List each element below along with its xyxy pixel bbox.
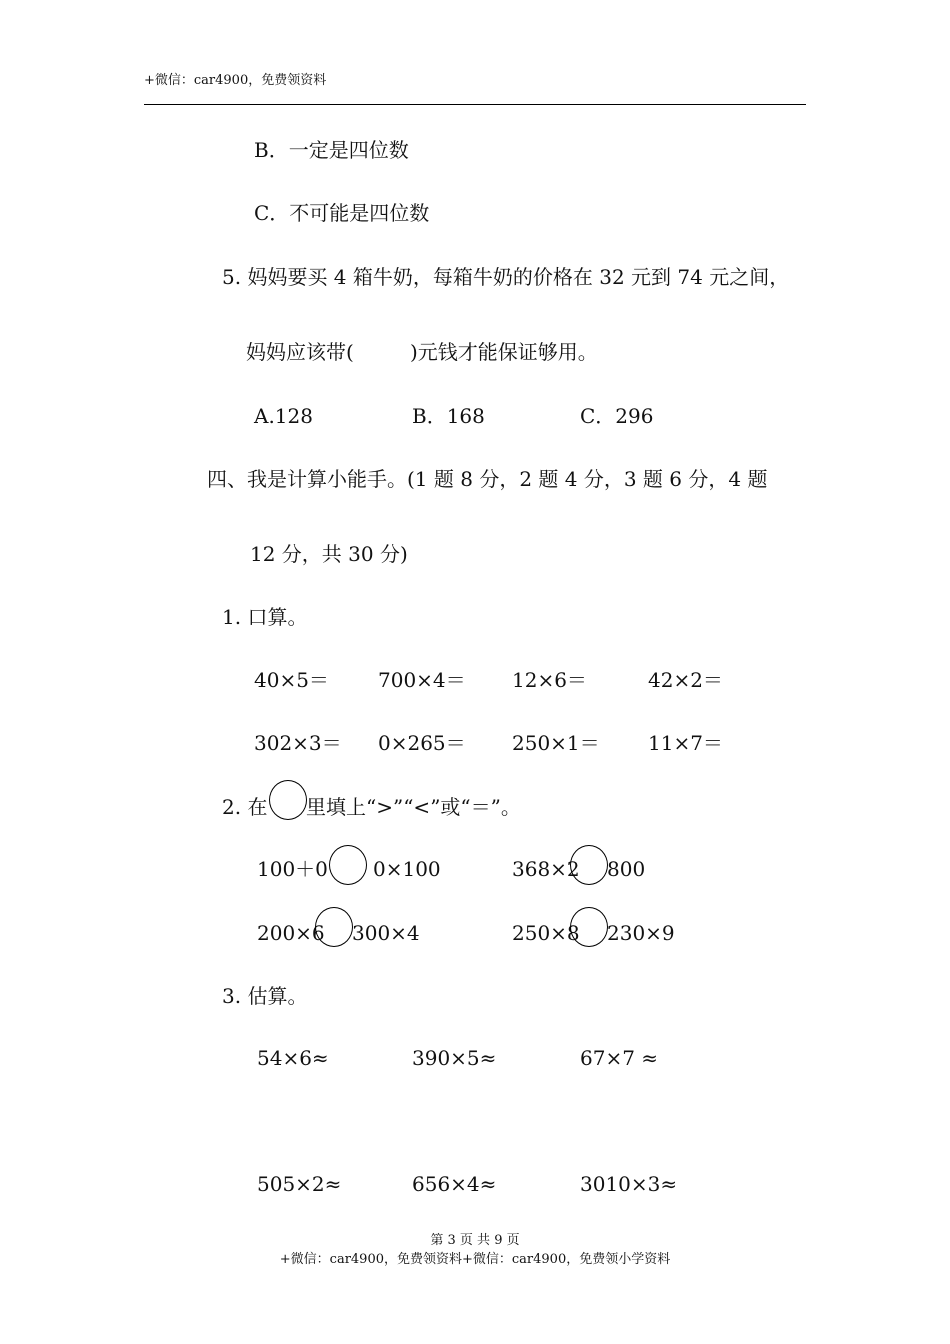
p2-title-pre: 2. 在 — [222, 795, 268, 819]
p1-r1-c1: 40×5＝ — [254, 668, 329, 692]
p1-r2-c3: 250×1＝ — [512, 731, 600, 755]
p1-r2-c1: 302×3＝ — [254, 731, 342, 755]
q4-option-b: B．一定是四位数 — [254, 138, 409, 162]
q5-line1: 5. 妈妈要买 4 箱牛奶，每箱牛奶的价格在 32 元到 74 元之间， — [222, 265, 790, 289]
p2-title-post: 里填上“>”“<”或“＝”。 — [306, 795, 521, 819]
p1-r1-c2: 700×4＝ — [378, 668, 466, 692]
p3-r1-c2: 390×5≈ — [412, 1046, 497, 1070]
q5-option-c: C．296 — [580, 404, 654, 428]
q5-option-b: B．168 — [412, 404, 485, 428]
q4-option-c: C．不可能是四位数 — [254, 201, 430, 225]
answer-circle[interactable] — [570, 907, 608, 947]
answer-circle[interactable] — [269, 780, 307, 820]
p2-r2-left: 200×6 — [257, 921, 325, 945]
p3-r1-c1: 54×6≈ — [257, 1046, 329, 1070]
section4-heading-line2: 12 分，共 30 分) — [250, 542, 408, 566]
p1-r2-c2: 0×265＝ — [378, 731, 466, 755]
q5-line2-post: )元钱才能保证够用。 — [410, 340, 598, 364]
q5-line2-pre: 妈妈应该带( — [246, 340, 354, 364]
p3-r2-c2: 656×4≈ — [412, 1172, 497, 1196]
section4-heading-line1: 四、我是计算小能手。(1 题 8 分，2 题 4 分，3 题 6 分，4 题 — [207, 467, 768, 491]
p1-r1-c4: 42×2＝ — [648, 668, 723, 692]
answer-circle[interactable] — [329, 845, 367, 885]
page-number: 第 3 页 共 9 页 — [430, 1233, 520, 1248]
p2-r1b-right: 800 — [607, 857, 646, 881]
p2-r2b-right: 230×9 — [607, 921, 675, 945]
footer-watermark: +微信：car4900，免费领资料+微信：car4900，免费领小学资料 — [279, 1252, 671, 1267]
p2-r2-right: 300×4 — [352, 921, 420, 945]
p1-title: 1. 口算。 — [222, 605, 308, 629]
p3-r2-c1: 505×2≈ — [257, 1172, 342, 1196]
p2-r1-left: 100＋0 — [257, 857, 328, 881]
header-watermark: +微信：car4900，免费领资料 — [144, 73, 327, 88]
answer-circle[interactable] — [570, 845, 608, 885]
p3-title: 3. 估算。 — [222, 984, 308, 1008]
p2-r1b-left: 368×2 — [512, 857, 580, 881]
answer-circle[interactable] — [315, 907, 353, 947]
p3-r2-c3: 3010×3≈ — [580, 1172, 678, 1196]
p3-r1-c3: 67×7 ≈ — [580, 1046, 659, 1070]
header-rule — [144, 104, 806, 105]
p2-r2b-left: 250×8 — [512, 921, 580, 945]
p2-r1-right: 0×100 — [373, 857, 441, 881]
p1-r2-c4: 11×7＝ — [648, 731, 723, 755]
p1-r1-c3: 12×6＝ — [512, 668, 587, 692]
q5-option-a: A.128 — [254, 404, 313, 428]
